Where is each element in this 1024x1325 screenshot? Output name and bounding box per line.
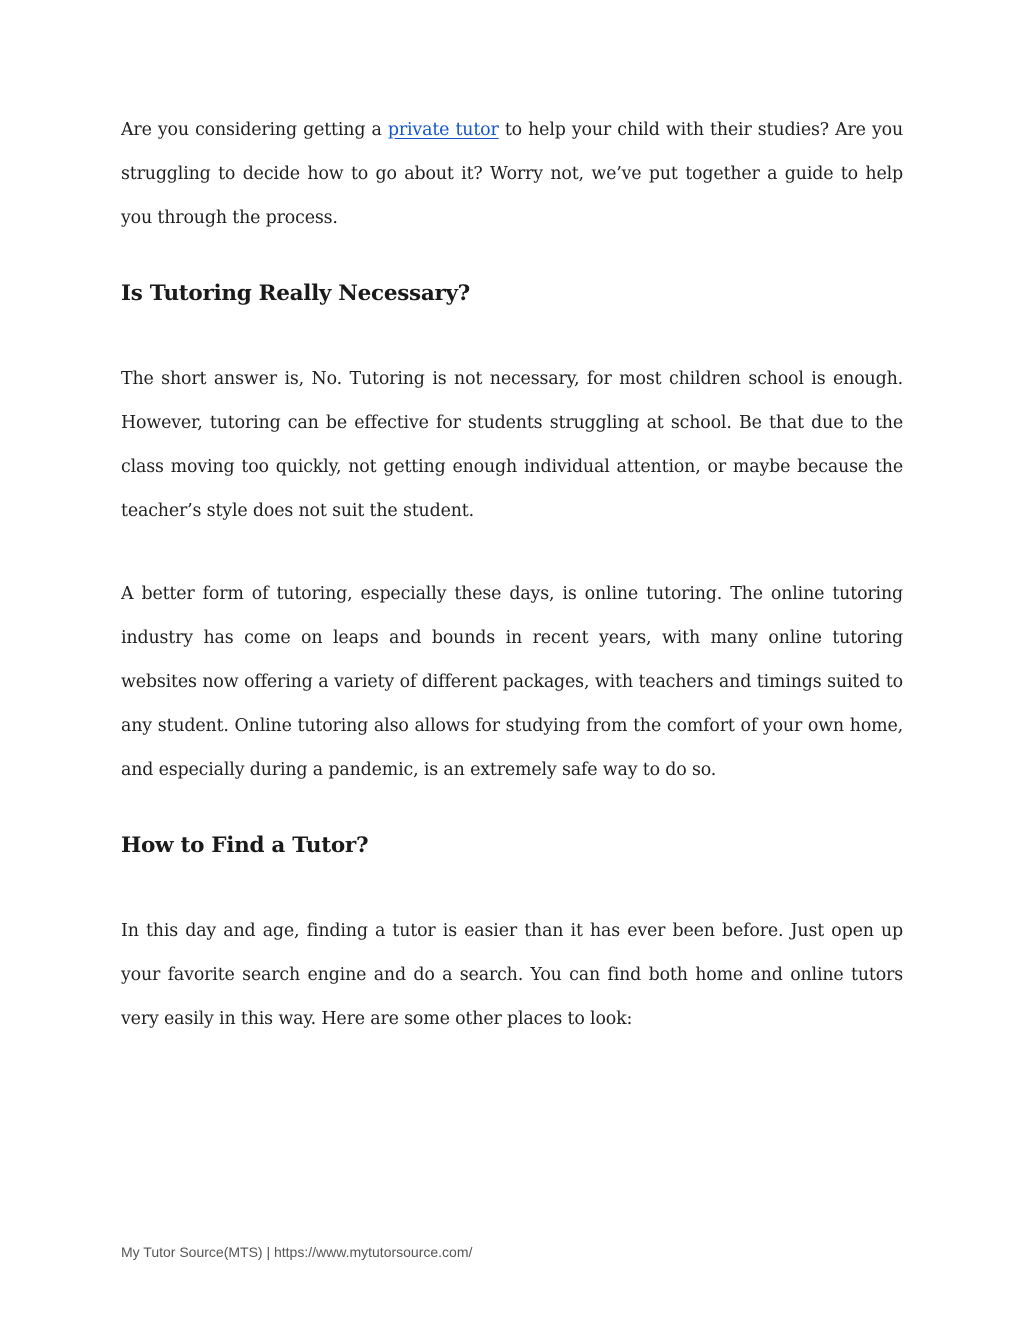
private-tutor-link[interactable]: private tutor bbox=[387, 120, 499, 140]
section1-paragraph-2: A better form of tutoring, especially these days, is online tutoring. The online tutoring industry has come on leaps and bounds in recent years, with many online tutoring websites now offering a variety of different packages, with teachers and timings suited to any student. Online tutoring also allows for studying from the comfort of your own home, and especially during a pandemic, is an extremely safe way to do so. bbox=[121, 584, 903, 780]
document-body bbox=[121, 108, 903, 1041]
section2-paragraph-1: In this day and age, finding a tutor is easier than it has ever been before. Just open up your favorite search engine and do a search. You can find both home and online tutors very easily in this way. Here are some other places to look: bbox=[121, 921, 903, 1029]
section1-paragraph-1: The short answer is, No. Tutoring is not necessary, for most children school is enough. However, tutoring can be effective for students struggling at school. Be that due to the class moving too quickly, not getting enough individual attention, or maybe because the teacher’s style does not suit the student. bbox=[121, 369, 903, 521]
intro-paragraph bbox=[121, 108, 903, 240]
intro-text-after-link: to help your child with their studies? Are you struggling to decide how to go about it? Worry not, we’ve put together a guide to help you through the process. bbox=[121, 120, 903, 228]
section-heading-find-tutor: How to Find a Tutor? bbox=[121, 833, 369, 858]
intro-text-before-link: Are you considering getting a bbox=[121, 120, 388, 140]
section-heading-tutoring-necessary: Is Tutoring Really Necessary? bbox=[121, 281, 470, 306]
page-footer: My Tutor Source(MTS) | https://www.mytutorsource.com/ bbox=[121, 1244, 473, 1260]
